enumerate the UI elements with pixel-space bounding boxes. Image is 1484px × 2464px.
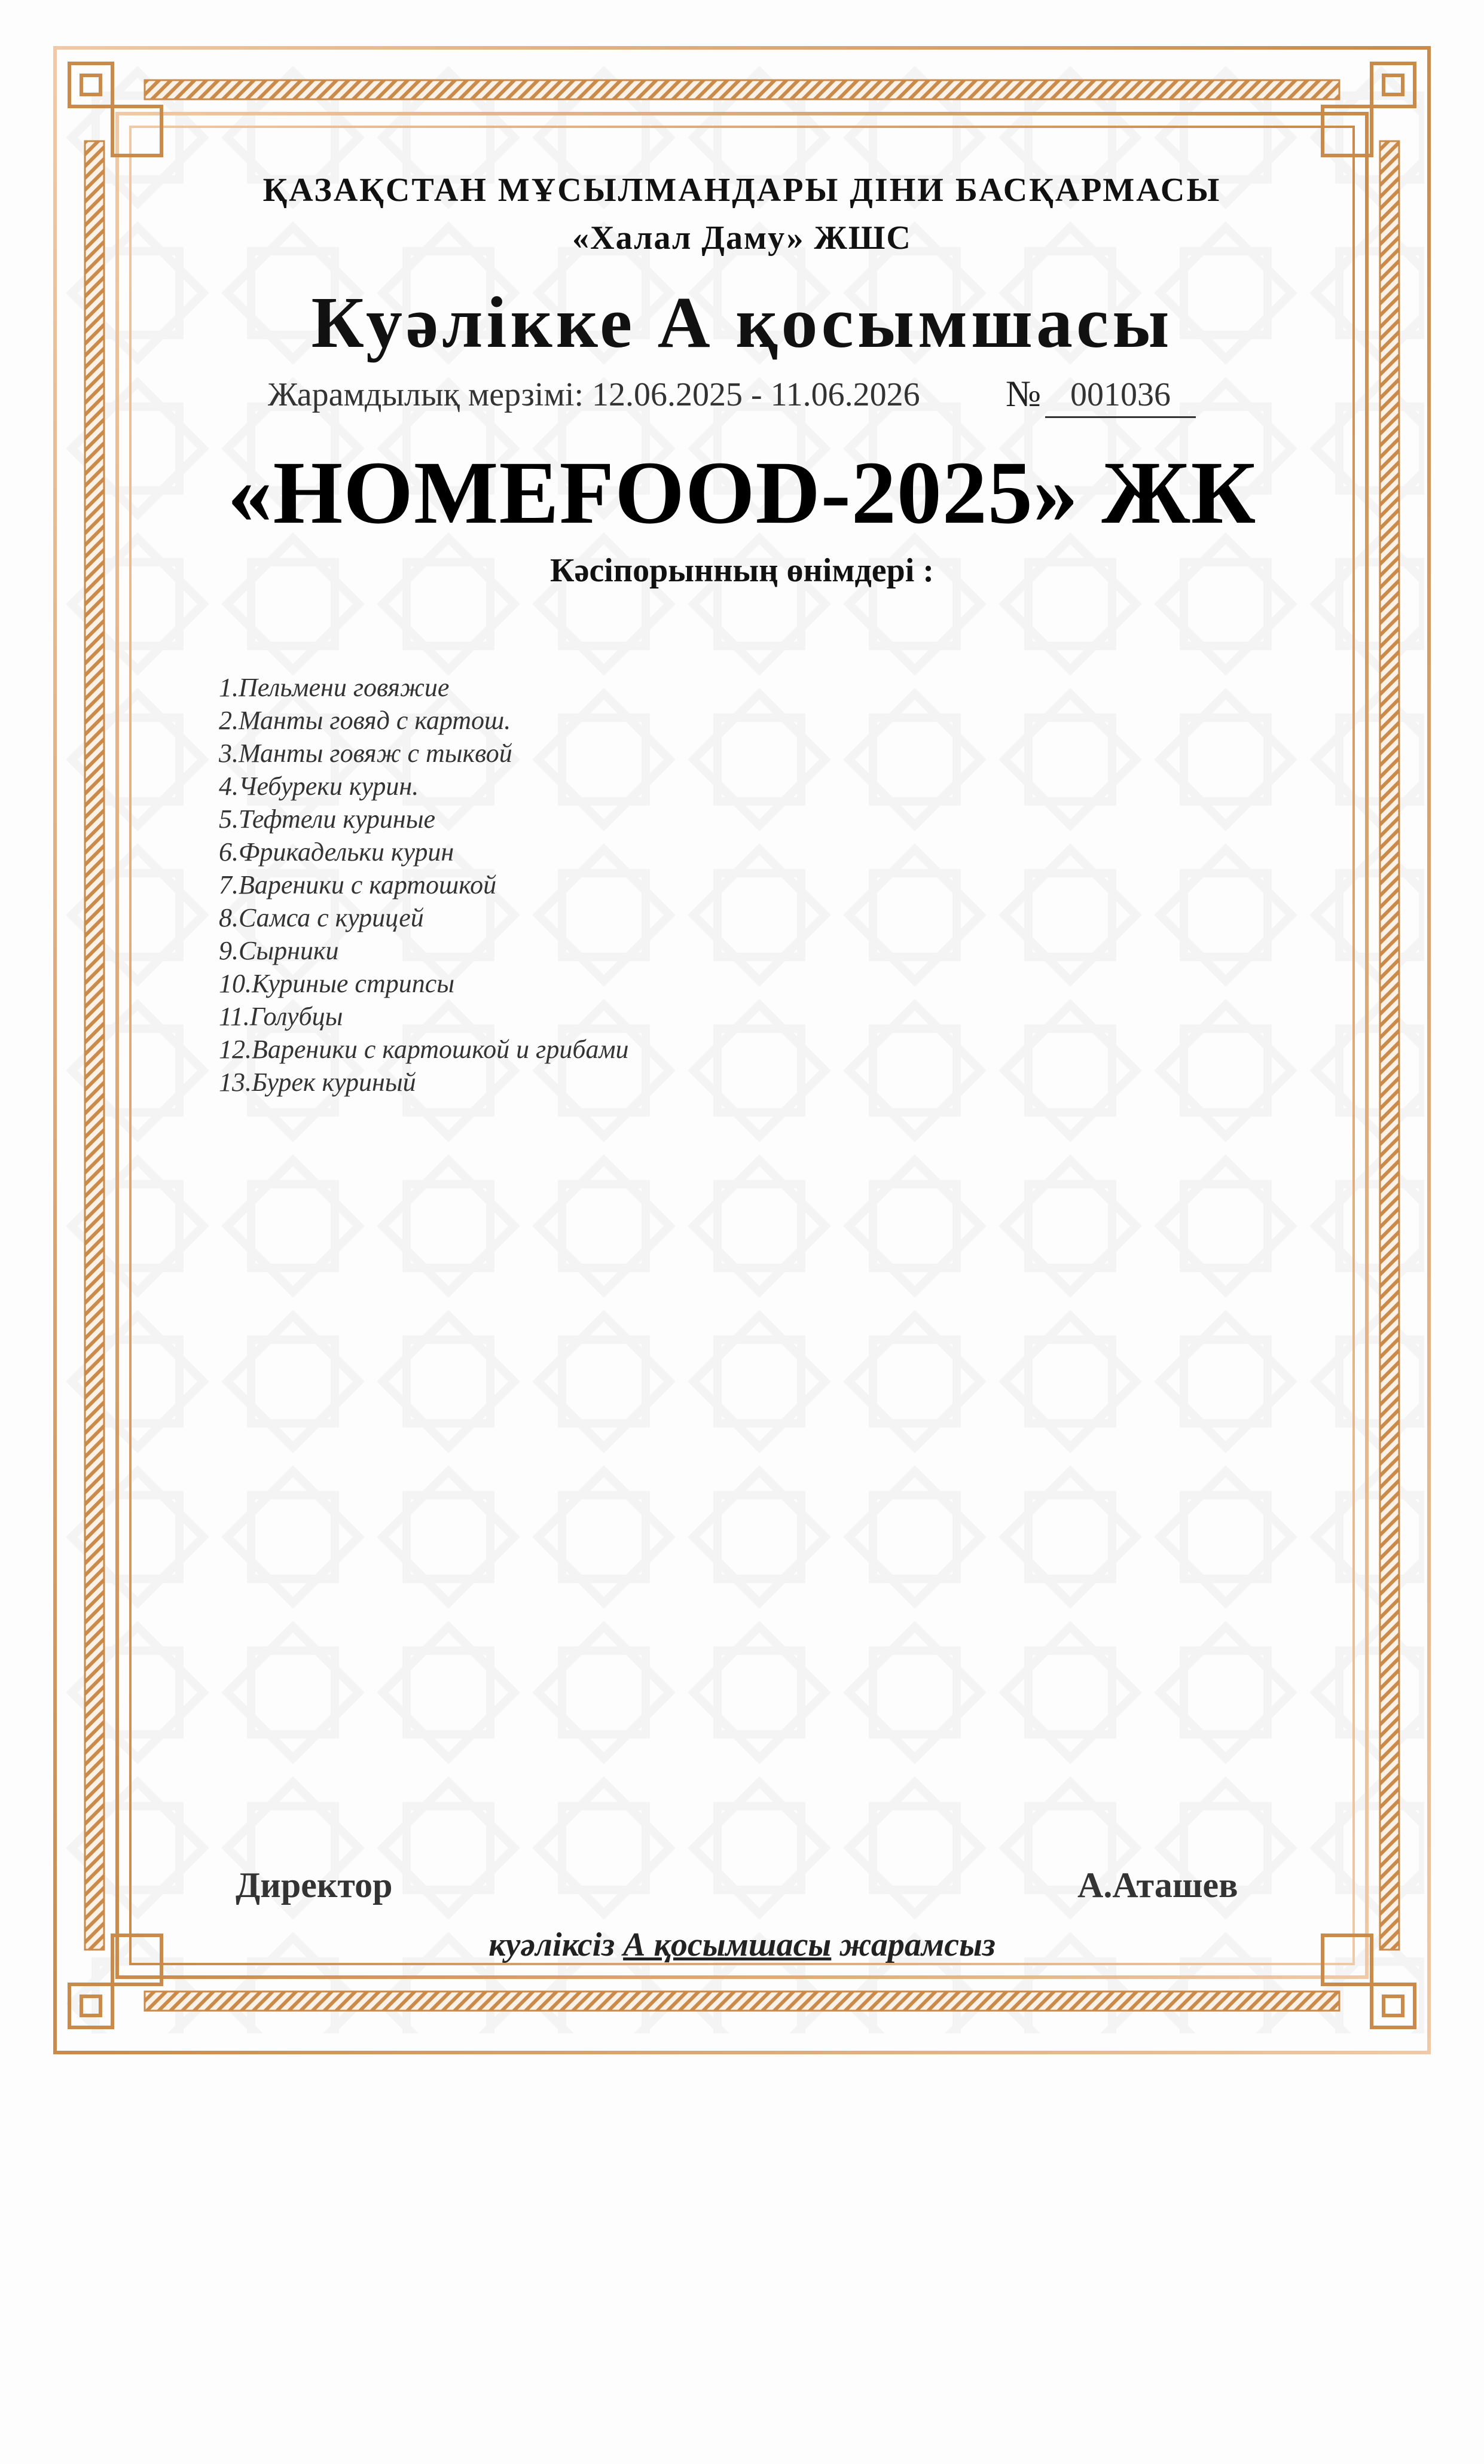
number-label: №: [1006, 374, 1042, 414]
product-list: [219, 671, 629, 1099]
products-heading: Кәсіпорынның өнімдері :: [549, 552, 935, 589]
list-item: 2.Манты говяд с картош.: [219, 706, 511, 735]
holder-company-name: «HOMEFOOD-2025» ЖК: [227, 443, 1257, 542]
validity-period: Жарамдылық мерзімі: 12.06.2025 - 11.06.2026: [268, 376, 920, 413]
list-item: 9.Сырники: [219, 936, 339, 965]
certificate-number: 001036: [1045, 376, 1196, 418]
list-item: 5.Тефтели куриные: [219, 804, 436, 834]
issuer-company: «Халал Даму» ЖШС: [572, 219, 912, 257]
issuer-organization: ҚАЗАҚСТАН МҰСЫЛМАНДАРЫ ДІНИ БАСҚАРМАСЫ: [262, 172, 1222, 209]
list-item: 13.Бурек куриный: [219, 1068, 416, 1097]
list-item: 8.Самса с курицей: [219, 903, 424, 932]
signatory-name: А.Аташев: [1077, 1865, 1238, 1905]
list-item: 11.Голубцы: [219, 1002, 343, 1031]
validity-note-part2: А қосымшасы: [623, 1926, 832, 1963]
signatory-role: Директор: [236, 1865, 393, 1905]
list-item: 7.Вареники с картошкой: [219, 870, 497, 899]
list-item: 12.Вареники с картошкой и грибами: [219, 1035, 629, 1064]
document-title: Куәлікке А қосымшасы: [311, 282, 1173, 363]
list-item: 10.Куриные стрипсы: [219, 969, 455, 998]
list-item: 3.Манты говяж с тыквой: [219, 739, 512, 768]
list-item: 6.Фрикадельки курин: [219, 837, 454, 867]
validity-note-part1: куәліксіз: [488, 1926, 615, 1963]
validity-note: [0, 1926, 1484, 1964]
list-item: 1.Пельмени говяжие: [219, 673, 450, 702]
validity-note-part3: жарамсыз: [839, 1926, 996, 1963]
list-item: 4.Чебуреки курин.: [219, 771, 419, 801]
